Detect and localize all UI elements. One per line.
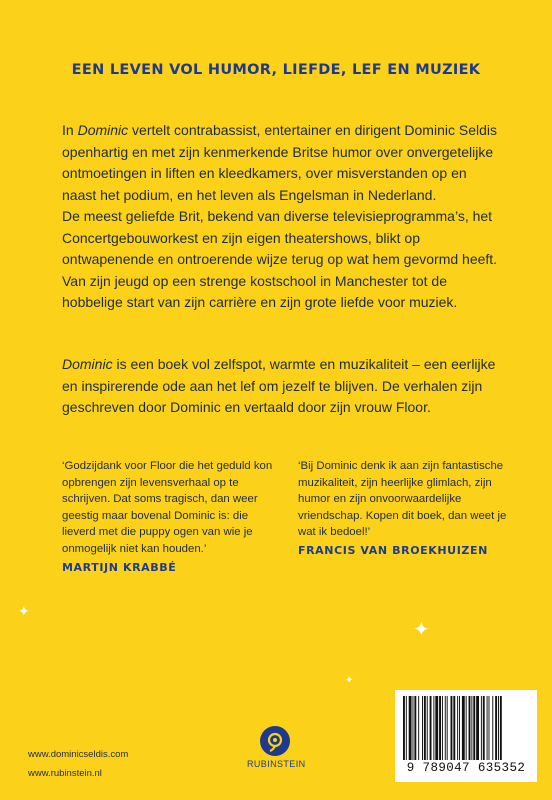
quote-author: MARTIJN KRABBÉ (62, 560, 177, 574)
barcode-bar (433, 696, 434, 760)
publisher-name: RUBINSTEIN (247, 759, 306, 769)
barcode-bar (447, 696, 448, 760)
website-urls (28, 745, 128, 783)
headline: EEN LEVEN VOL HUMOR, LIEFDE, LEF EN MUZIEK (71, 62, 481, 78)
barcode-bar (487, 696, 488, 760)
barcode-bar (500, 696, 502, 760)
barcode-bar (406, 696, 407, 760)
url-dominicseldis: www.dominicseldis.com (28, 749, 129, 760)
barcode-bar (459, 696, 460, 760)
barcode-bar (453, 696, 455, 760)
quote-francis-van-broekhuizen (298, 458, 520, 560)
barcode-bar (422, 696, 423, 760)
barcode-bar (424, 696, 426, 760)
isbn-number: 9 789047 635352 (406, 761, 526, 775)
barcode-bar (439, 696, 441, 760)
barcode-bar (413, 696, 414, 760)
description-paragraph-2 (62, 354, 502, 419)
intro-text: In (62, 122, 78, 138)
barcode-bars (401, 696, 531, 760)
barcode (395, 690, 537, 782)
barcode-bar (445, 696, 446, 760)
barcode-bar (451, 696, 453, 760)
sparkle-icon: ✦ (18, 603, 30, 619)
quote-author: FRANCIS VAN BROEKHUIZEN (298, 543, 488, 557)
url-rubinstein: www.rubinstein.nl (28, 768, 102, 779)
barcode-bar (492, 696, 493, 760)
description-paragraph-1 (62, 120, 502, 314)
barcode-bar (498, 696, 499, 760)
barcode-bar (430, 696, 432, 760)
barcode-bar (409, 696, 412, 760)
barcode-bar (481, 696, 482, 760)
publisher-logo (247, 726, 306, 769)
sparkle-icon: ✦ (345, 675, 354, 686)
barcode-bar (427, 696, 428, 760)
barcode-bar (469, 696, 471, 760)
barcode-bar (495, 696, 497, 760)
book-title-italic-2: Dominic (62, 356, 113, 372)
barcode-bar (462, 696, 465, 760)
barcode-bar (435, 696, 438, 760)
barcode-bar (414, 696, 416, 760)
barcode-bar (457, 696, 458, 760)
barcode-bar (476, 696, 479, 760)
description-text: vertelt contrabassist, entertainer en dirigent Dominic Seldis openhartig en met zijn kenmerkende Britse humor over onvergetelijke ontmoetingen in liften en kleedkamers, over misverstanden op en naast het podium, en het leven als Engelsman in Nederland. (62, 122, 497, 203)
description-text-2: De meest geliefde Brit, bekend van diverse televisieprogramma’s, het Concertgebouworkest en zijn eigen theatershows, blikt op ontwapenende en ontroerende wijze terug op wat hem gevormd heeft. Van zijn jeugd op een strenge kostschool in Manchester tot de hobbelige start van zijn carrière en zijn grote liefde voor muziek. (62, 208, 498, 310)
barcode-bar (471, 696, 472, 760)
quote-text: ‘Godzijdank voor Floor die het geduld kon opbrengen zijn levensverhaal op te schrijven. Dat soms tragisch, dan weer geestig maar bovenal Dominic is: die lieverd met die puppy ogen van wie je onmogelijk niet kan houden.’ (62, 460, 273, 555)
book-title-italic: Dominic (77, 122, 129, 138)
barcode-bar (489, 696, 490, 760)
barcode-bar (473, 696, 475, 760)
barcode-bar (442, 696, 443, 760)
barcode-bar (483, 696, 485, 760)
description-text-3: is een boek vol zelfspot, warmte en muzikaliteit – een eerlijke en inspirerende ode aan het lef om jezelf te blijven. De verhalen zijn geschreven door Dominic en vertaald door zijn vrouw Floor. (62, 356, 496, 415)
quote-text: ‘Bij Dominic denk ik aan zijn fantastische muzikaliteit, zijn heerlijke glimlach, zijn humor en zijn onvoorwaardelijke vriendschap. Kopen dit boek, dan weet je wat ik bedoel!’ (298, 460, 507, 539)
quote-martijn-krabbe (62, 458, 280, 576)
barcode-bar (418, 696, 419, 760)
barcode-bar (403, 696, 405, 760)
barcode-bar (466, 696, 467, 760)
sparkle-icon: ✦ (413, 619, 430, 641)
rubinstein-logo-icon (260, 726, 290, 756)
